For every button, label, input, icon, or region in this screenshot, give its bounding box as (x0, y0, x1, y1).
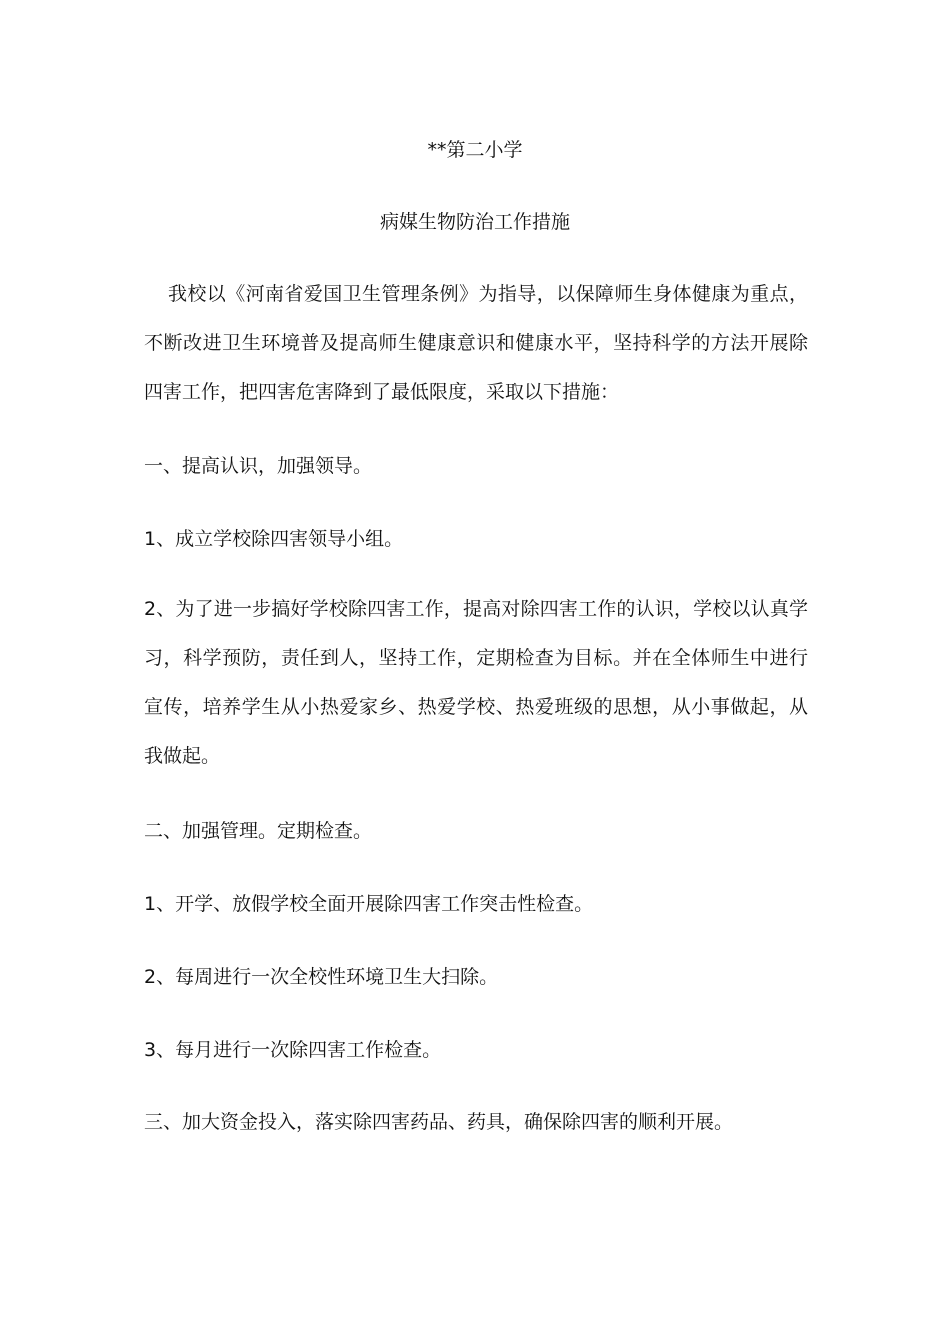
section-heading-1: 一、提高认识，加强领导。 (144, 455, 373, 477)
list-item: 1、成立学校除四害领导小组。 (144, 528, 404, 550)
intro-paragraph: 我校以《河南省爱国卫生管理条例》为指导，以保障师生身体健康为重点，不断改进卫生环境普及提高师生健康意识和健康水平，坚持科学的方法开展除四害工作，把四害危害降到了最低限度，采取以下措施： (144, 283, 808, 403)
list-item: 3、每月进行一次除四害工作检查。 (144, 1039, 442, 1061)
list-item: 2、每周进行一次全校性环境卫生大扫除。 (144, 966, 499, 988)
document-subtitle: 病媒生物防治工作措施 (379, 211, 570, 233)
list-item-paragraph: 2、为了进一步搞好学校除四害工作，提高对除四害工作的认识，学校以认真学习，科学预防，责任到人，坚持工作，定期检查为目标。并在全体师生中进行宣传，培养学生从小热爱家乡、热爱学校、热爱班级的思想，从小事做起，从我做起。 (144, 598, 808, 767)
section-heading-2: 二、加强管理。定期检查。 (144, 820, 373, 842)
list-item: 1、开学、放假学校全面开展除四害工作突击性检查。 (144, 893, 594, 915)
document-title: **第二小学 (427, 139, 523, 161)
section-heading-3: 三、加大资金投入，落实除四害药品、药具，确保除四害的顺利开展。 (144, 1111, 734, 1133)
